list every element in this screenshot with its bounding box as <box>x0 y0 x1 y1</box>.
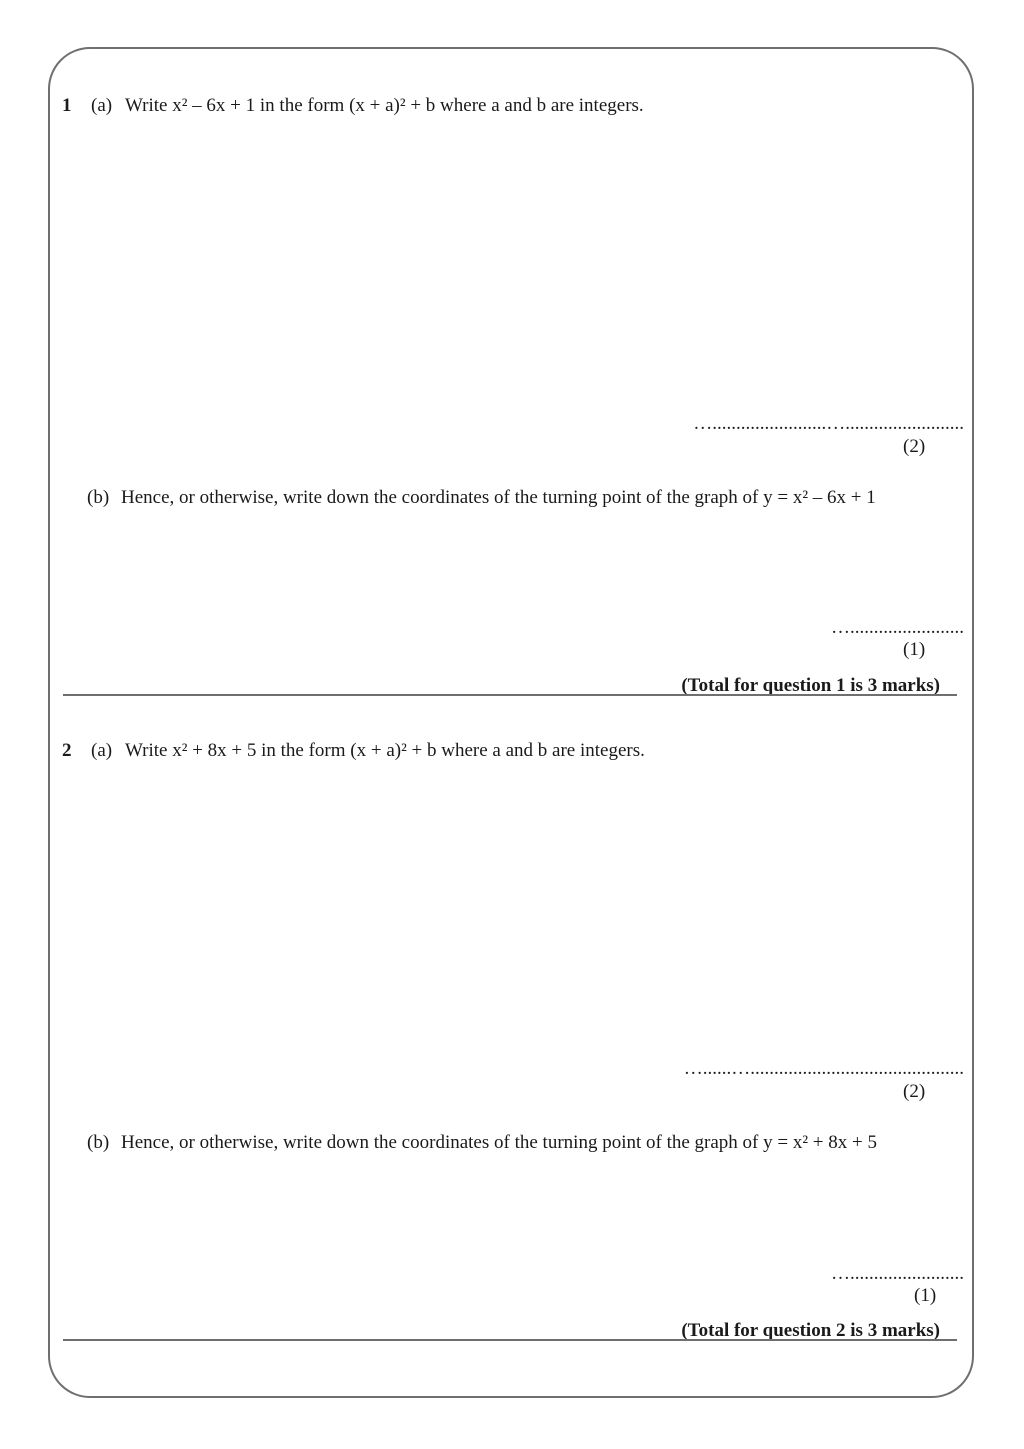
answer-line[interactable]: …......…............................................. <box>683 1058 964 1079</box>
divider <box>63 1339 957 1341</box>
question-text: Hence, or otherwise, write down the coordinates of the turning point of the graph of y = x² + 8x + 5 <box>121 1132 877 1153</box>
answer-line[interactable]: …........................ <box>831 1263 964 1284</box>
question-number: 1 <box>62 95 72 116</box>
marks: (2) <box>903 1081 926 1102</box>
marks: (1) <box>914 1285 937 1306</box>
question-total: (Total for question 2 is 3 marks) <box>681 1320 940 1341</box>
part-label: (b) <box>87 1132 110 1153</box>
page-border <box>48 47 974 1398</box>
part-label: (a) <box>91 740 113 761</box>
question-text: Write x² + 8x + 5 in the form (x + a)² + b where a and b are integers. <box>125 740 645 761</box>
question-number: 2 <box>62 740 72 761</box>
answer-line[interactable]: …........................ <box>831 617 964 638</box>
marks: (1) <box>903 639 926 660</box>
part-label: (b) <box>87 487 110 508</box>
part-label: (a) <box>91 95 113 116</box>
divider <box>63 694 957 696</box>
answer-line[interactable]: …........................…......................... <box>693 413 964 434</box>
marks: (2) <box>903 436 926 457</box>
question-text: Write x² – 6x + 1 in the form (x + a)² + b where a and b are integers. <box>125 95 644 116</box>
question-text: Hence, or otherwise, write down the coordinates of the turning point of the graph of y = x² – 6x + 1 <box>121 487 876 508</box>
question-total: (Total for question 1 is 3 marks) <box>681 675 940 696</box>
